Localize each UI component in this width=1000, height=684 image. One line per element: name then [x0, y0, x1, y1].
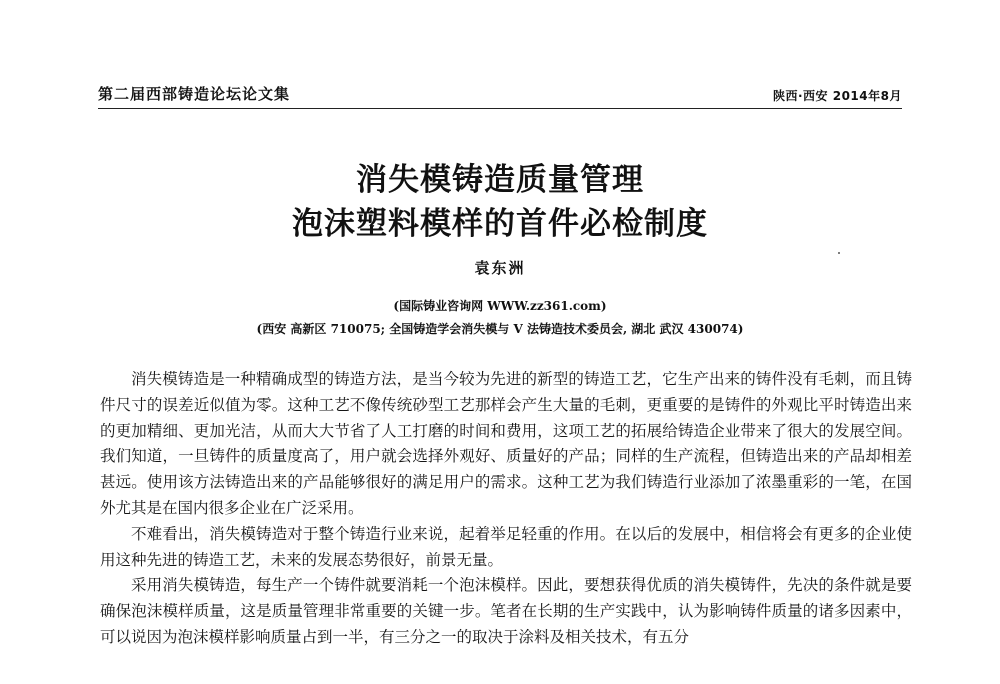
location-date: 陕西·西安 2014年8月 [773, 89, 902, 103]
header-rule [98, 108, 902, 109]
title-line-1: 消失模铸造质量管理 [356, 162, 644, 198]
body-text [100, 367, 912, 651]
affiliation-line-2: (西安 高新区 710075; 全国铸造学会消失模与 V 法铸造技术委员会, 湖北 武汉 430074) [256, 322, 744, 336]
running-header [98, 76, 902, 104]
title-line-2: 泡沫塑料模样的首件必检制度 [292, 206, 708, 242]
scan-speck [838, 252, 840, 254]
body-paragraph-1: 消失模铸造是一种精确成型的铸造方法，是当今较为先进的新型的铸造工艺，它生产出来的铸件没有毛刺，而且铸件尺寸的误差近似值为零。这种工艺不像传统砂型工艺那样会产生大量的毛刺，更重要的是铸件的外观比平时铸造出来的更加精细、更加光洁，从而大大节省了人工打磨的时间和费用，这项工艺的拓展给铸造企业带来了很大的发展空间。我们知道，一旦铸件的质量度高了，用户就会选择外观好、质量好的产品；同样的生产流程，但铸造出来的产品却相差甚远。使用该方法铸造出来的产品能够很好的满足用户的需求。这种工艺为我们铸造行业添加了浓墨重彩的一笔，在国外尤其是在国内很多企业在广泛采用。 [100, 370, 912, 517]
proceedings-title: 第二届西部铸造论坛论文集 [98, 85, 291, 103]
body-paragraph-3: 采用消失模铸造，每生产一个铸件就要消耗一个泡沫模样。因此，要想获得优质的消失模铸件，先决的条件就是要确保泡沫模样质量，这是质量管理非常重要的关键一步。笔者在长期的生产实践中，认为影响铸件质量的诸多因素中，可以说因为泡沫模样影响质量占到一半，有三分之一的取决于涂料及相关技术，有五分 [100, 576, 912, 646]
author-name: 袁东洲 [474, 259, 526, 277]
paper-title [0, 158, 1000, 246]
affiliation-line-1: (国际铸业咨询网 WWW.zz361.com) [393, 299, 607, 313]
body-paragraph-2: 不难看出，消失模铸造对于整个铸造行业来说，起着举足轻重的作用。在以后的发展中，相信将会有更多的企业使用这种先进的铸造工艺，未来的发展态势很好，前景无量。 [100, 524, 912, 569]
